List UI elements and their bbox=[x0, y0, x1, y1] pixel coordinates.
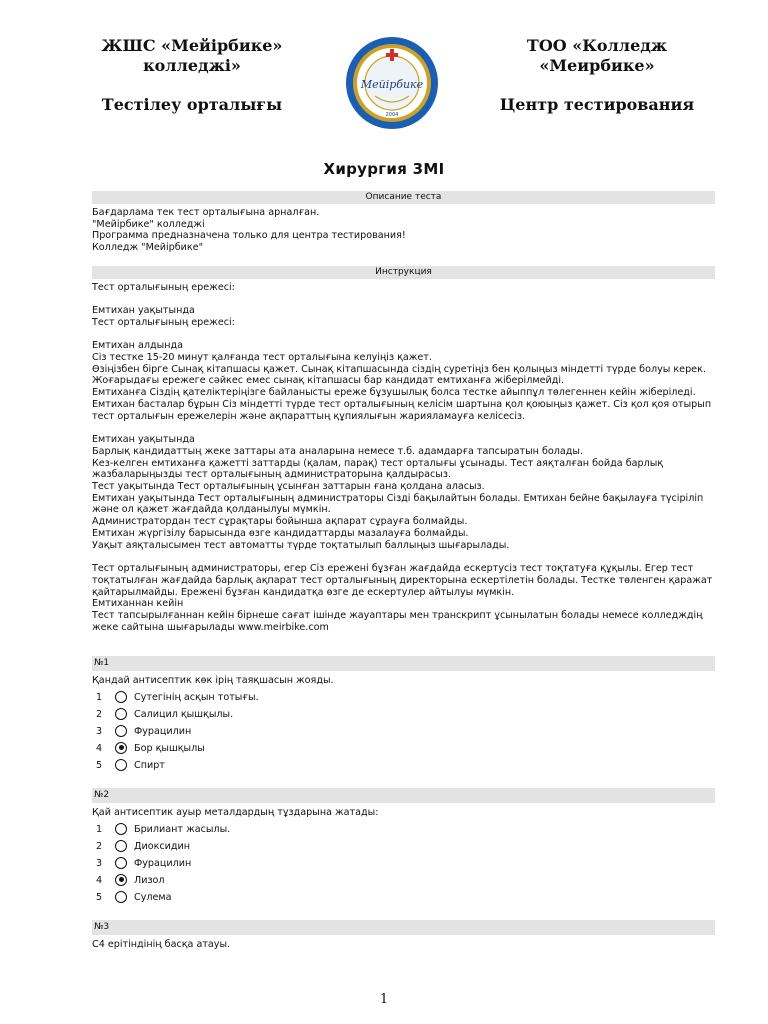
option-number: 5 bbox=[96, 759, 103, 771]
radio-button[interactable] bbox=[115, 691, 127, 703]
answer-option[interactable] bbox=[92, 723, 715, 740]
answer-option[interactable] bbox=[92, 740, 715, 757]
option-number: 4 bbox=[96, 742, 103, 754]
description-text bbox=[92, 207, 715, 254]
description-line: Программа предназначена только для центра тестирования! bbox=[92, 230, 406, 242]
option-number: 4 bbox=[96, 874, 103, 886]
option-label: Спирт bbox=[134, 759, 165, 771]
test-content bbox=[92, 191, 715, 953]
right-dept-name: Центр тестирования bbox=[499, 95, 695, 114]
radio-button-selected[interactable] bbox=[115, 874, 127, 886]
option-label: Фурацилин bbox=[134, 725, 192, 737]
radio-button[interactable] bbox=[115, 857, 127, 869]
option-label: Сулема bbox=[134, 891, 172, 903]
radio-button[interactable] bbox=[115, 823, 127, 835]
option-number: 5 bbox=[96, 891, 103, 903]
option-label: Сутегінің асқын тотығы. bbox=[134, 691, 259, 703]
option-label: Салицил қышқылы. bbox=[134, 708, 234, 720]
option-number: 3 bbox=[96, 725, 103, 737]
answer-option[interactable] bbox=[92, 757, 715, 774]
option-number: 1 bbox=[96, 691, 103, 703]
instruction-rules-before: Тест орталығының ережесі: Емтихан уақытында Тест орталығының ережесі: Емтихан алдында Сіз тестке 15-20 минут қалғанда тест орталығына келуіңіз қажет. Өзіңізбен бірге Сынақ кітапшасы қажет. Сынақ кітапшасында сіздің суретіңіз бен қолыңыз міндетті түрде болуы керек. Жоғарыдағы ережеге сәйкес емес сынақ кітапшасы бар кандидат емтиханға жіберілмейді. Емтиханға Сіздің қателіктеріңізге байланысты ереже бұзушылық болса тестке айыппұл төлегеннен кейін жіберіледі. Емтихан басталар бұрын Сіз міндетті түрде тест орталығының келісім шартына қол қоюыңыз қажет. Сіз қол қоя отырып тест орталығын ережелерін және ақпараттың құпиялығын жарияламауға келісесіз. bbox=[92, 281, 712, 422]
description-line: Бағдарлама тек тест орталығына арналған. bbox=[92, 207, 320, 218]
answer-option[interactable] bbox=[92, 689, 715, 706]
page-number: 1 bbox=[379, 992, 389, 1007]
description-heading: Описание теста bbox=[92, 191, 715, 204]
answer-option[interactable] bbox=[92, 872, 715, 889]
header-right bbox=[497, 36, 697, 115]
logo-text: Мейірбике bbox=[360, 78, 424, 91]
option-label: Диоксидин bbox=[134, 840, 191, 852]
question-number: №2 bbox=[92, 788, 715, 803]
option-number: 2 bbox=[96, 708, 103, 720]
option-label: Брилиант жасылы. bbox=[134, 823, 231, 835]
logo-year: 2004 bbox=[385, 112, 399, 118]
radio-button[interactable] bbox=[115, 759, 127, 771]
question-text: Қандай антисептик көк ірің таяқшасын жояды. bbox=[92, 674, 334, 686]
radio-button-selected[interactable] bbox=[115, 742, 127, 754]
option-number: 3 bbox=[96, 857, 103, 869]
left-dept-name: Тестілеу орталығы bbox=[101, 95, 283, 114]
description-line: "Мейірбике" колледжі bbox=[92, 218, 205, 230]
question-3 bbox=[92, 920, 715, 951]
option-label: Лизол bbox=[134, 874, 165, 886]
radio-button[interactable] bbox=[115, 708, 127, 720]
question-text: С4 ерітіндінің басқа атауы. bbox=[92, 938, 231, 950]
radio-button[interactable] bbox=[115, 840, 127, 852]
college-logo bbox=[345, 36, 439, 130]
option-number: 2 bbox=[96, 840, 103, 852]
question-1 bbox=[92, 656, 715, 774]
instruction-heading: Инструкция bbox=[92, 266, 715, 279]
answer-option[interactable] bbox=[92, 855, 715, 872]
option-label: Фурацилин bbox=[134, 857, 192, 869]
question-2 bbox=[92, 788, 715, 906]
answer-option[interactable] bbox=[92, 821, 715, 838]
left-org-name: ЖШС «Мейірбике» колледжі» bbox=[101, 36, 283, 75]
question-number: №1 bbox=[92, 656, 715, 671]
instruction-rules-during: Емтихан уақытында Барлық кандидаттың жеке заттары ата аналарына немесе т.б. адамдарға тапсыратын болады. Кез-келген емтиханға қажетті заттарды (қалам, парақ) тест орталығы ұсынады. Тест аяқталған бойда барлық жазбаларыңызды тест орталығының администраторына қалдырасыз. Тест уақытында Тест орталығының ұсынған заттарын ғана қолдана аласыз. Емтихан уақытында Тест орталығының администраторы Сізді бақылайтын болады. Емтихан бейне бақылауға түсіріліп және ол қажет жағдайда қолданылуы мүмкін. Администратордан тест сұрақтары бойынша ақпарат сұрауға болмайды. Емтихан жүргізілу барысында өзге кандидаттарды мазалауға болмайды. Уақыт аяқталысымен тест автоматты түрде тоқтатылып баллыңыз шығарылады. bbox=[92, 434, 704, 551]
answer-option[interactable] bbox=[92, 889, 715, 906]
question-number: №3 bbox=[92, 920, 715, 935]
option-number: 1 bbox=[96, 823, 103, 835]
option-label: Бор қышқылы bbox=[134, 742, 205, 754]
radio-button[interactable] bbox=[115, 725, 127, 737]
answer-option[interactable] bbox=[92, 706, 715, 723]
header-left bbox=[92, 36, 292, 115]
description-line: Колледж "Мейірбике" bbox=[92, 242, 204, 254]
answer-option[interactable] bbox=[92, 838, 715, 855]
radio-button[interactable] bbox=[115, 891, 127, 903]
instruction-rules-after: Тест орталығының администраторы, егер Сіз ережені бұзған жағдайда ескертусіз тест тоқтатуға құқылы. Егер тест тоқтатылған жағдайда барлық ақпарат тест орталығының директорына ескертілетін болады. Тестке төленген қаражат қайтарылмайды. Ережені бұзған кандидатқа өзге де ескертулер айтылуы мүмкін. Емтиханнан кейін Тест тапсырылғаннан кейін бірнеше сағат ішінде жауаптары мен транскрипт ұсынылатын болады немесе колледждің жеке сайтына шығарылады www.meirbike.com bbox=[92, 563, 713, 633]
right-org-name: ТОО «Колледж «Меирбике» bbox=[526, 36, 668, 75]
question-text: Қай антисептик ауыр металдардың тұздарына жатады: bbox=[92, 806, 379, 818]
page-header bbox=[0, 36, 768, 136]
document-title: Хирургия 3MI bbox=[323, 160, 445, 178]
